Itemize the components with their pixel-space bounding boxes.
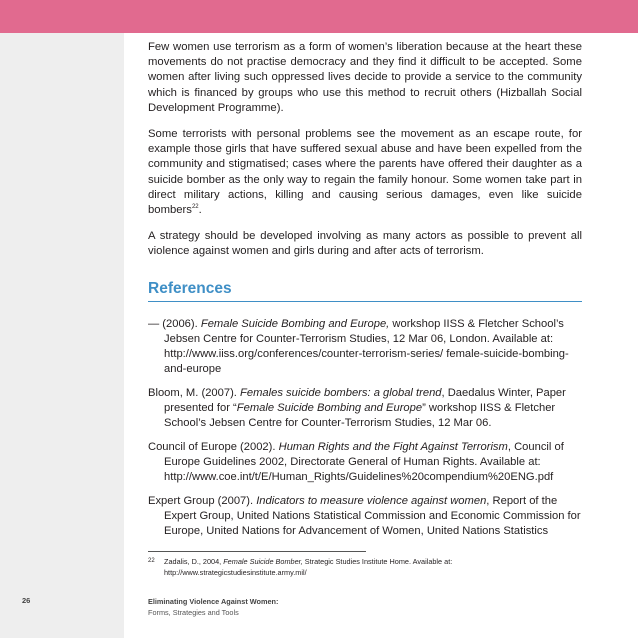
- page-number: 26: [22, 596, 31, 605]
- footnote: [148, 556, 582, 578]
- footnote-title: Female Suicide Bomber,: [223, 557, 303, 566]
- reference-item: [148, 386, 582, 431]
- side-margin-panel: [0, 33, 124, 638]
- reference-item: [148, 440, 582, 485]
- header-band: [0, 0, 638, 33]
- ref-details: , Daedalus Winter, Paper presented for “: [164, 387, 566, 414]
- footnote-number: 22: [148, 558, 155, 564]
- ref-title: Indicators to measure violence against women: [256, 495, 487, 507]
- paragraph-2-end: .: [198, 204, 202, 217]
- running-footer: [148, 596, 278, 618]
- footnote-author: Zadalis, D., 2004,: [164, 557, 224, 566]
- ref-title-2: Female Suicide Bombing and Europe: [236, 402, 423, 414]
- footnote-divider: [148, 551, 366, 552]
- ref-details: , Report of the Expert Group, United Nations Statistical Commission and Economic Commission for Europe, United Nations for Advancement of Women, United Nations Statistics: [164, 495, 581, 537]
- ref-author: Council of Europe (2002).: [148, 441, 279, 453]
- footer-title: Eliminating Violence Against Women:: [148, 597, 279, 606]
- ref-author: Expert Group (2007).: [148, 495, 257, 507]
- paragraph-3: A strategy should be developed involving as many actors as possible to prevent all violence against women and girls during and after acts of terrorism.: [148, 230, 582, 258]
- paragraph-1: Few women use terrorism as a form of women’s liberation because at the heart these movements do not practise democracy and they find it difficult to be accepted. Some women after living such oppressed lives decide to provide a service to the community which is financed by groups who use this method to recruit others (Hizballah Social Development Programme).: [148, 41, 582, 114]
- ref-title: Females suicide bombers: a global trend: [240, 387, 442, 399]
- footnote-text: [164, 556, 574, 578]
- reference-item: [148, 494, 582, 539]
- ref-author: — (2006).: [148, 318, 201, 330]
- references-list: [148, 317, 582, 548]
- ref-details: workshop IISS & Fletcher School’s Jebsen Centre for Counter-Terrorism Studies, 12 Mar 06, London. Available at: http://www.iiss.org/conferences/counter-terrorism-series/ female-suicide-bombing-and-europe: [164, 318, 569, 375]
- reference-item: [148, 317, 582, 377]
- footnote-marker[interactable]: 22: [191, 204, 199, 211]
- footer-subtitle: Forms, Strategies and Tools: [148, 608, 239, 617]
- paragraph-2: [148, 127, 582, 218]
- paragraph-2-text: Some terrorists with personal problems see the movement as an escape route, for example those girls that have suffered sexual abuse and have been expelled from the community and stigmatised; cases where the parents have offered their daughter as a suicide bomber as the only way to regain the family honour. Some women take part in direct military actions, killing and causing serious damages, even like suicide bombers: [148, 128, 582, 217]
- ref-details-2: ” workshop IISS & Fletcher School’s Jebsen Centre for Counter-Terrorism Studies, 12 Mar 06.: [164, 402, 556, 429]
- ref-author: Bloom, M. (2007).: [148, 387, 241, 399]
- ref-details: , Council of Europe Guidelines 2002, Directorate General of Human Rights. Available at: http://www.coe.int/t/E/Human_Rights/Guidelines%20compendium%20ENG.pdf: [164, 441, 564, 483]
- ref-title: Female Suicide Bombing and Europe,: [200, 318, 390, 330]
- body-text: [148, 40, 582, 271]
- footnote-details: Strategic Studies Institute Home. Available at: http://www.strategicstudiesinstitute.army.mil/: [164, 557, 453, 577]
- ref-title: Human Rights and the Fight Against Terrorism: [278, 441, 508, 453]
- references-heading: References: [148, 280, 582, 302]
